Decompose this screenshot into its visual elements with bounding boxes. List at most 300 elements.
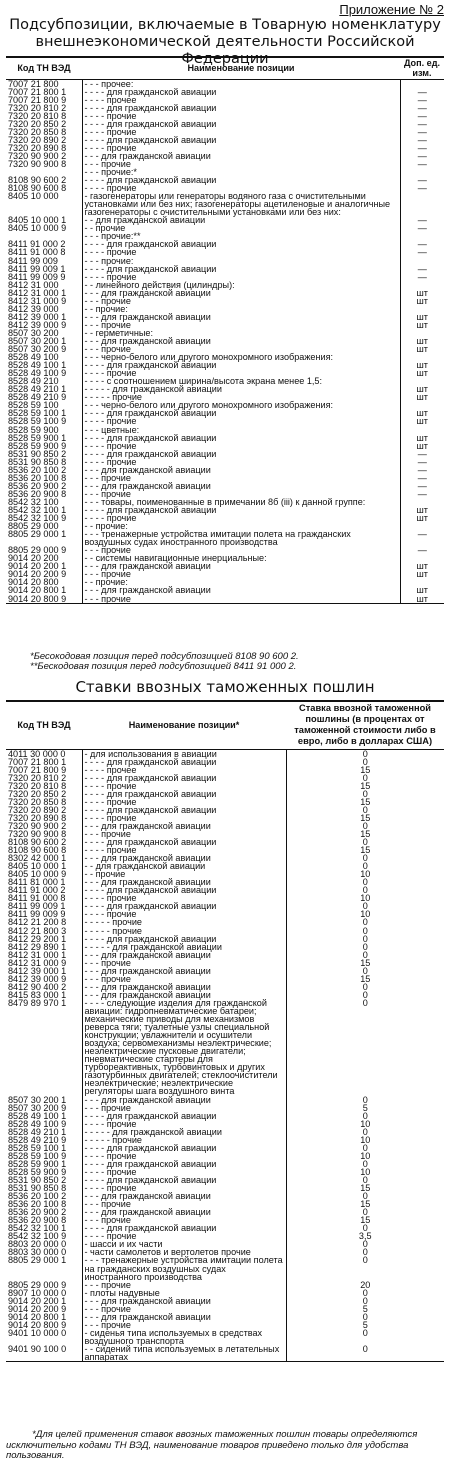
table-row bbox=[6, 1297, 444, 1305]
name-cell: - - - - для гражданской авиации bbox=[82, 1160, 286, 1168]
value-cell: — bbox=[417, 215, 427, 226]
value-cell: 10 bbox=[360, 1150, 371, 1161]
name-cell: - - - - прочие bbox=[82, 458, 400, 466]
code-cell: 7320 20 850 8 bbox=[8, 126, 67, 137]
value-cell: 0 bbox=[362, 748, 368, 759]
table-row bbox=[6, 1289, 444, 1297]
value-cell: — bbox=[417, 118, 427, 129]
table-row bbox=[6, 176, 444, 184]
value-cell: 10 bbox=[360, 909, 371, 920]
code-cell: 8805 29 000 1 bbox=[8, 529, 67, 540]
name-cell: - - - - - для гражданской авиации bbox=[82, 1128, 286, 1136]
table-row bbox=[6, 1200, 444, 1208]
name-cell: - - - - прочие bbox=[82, 910, 286, 918]
table-row bbox=[6, 506, 444, 514]
name-cell: - - - прочие bbox=[82, 570, 400, 578]
table-row bbox=[6, 224, 444, 232]
value-cell: — bbox=[417, 456, 427, 467]
name-cell: - - - - для гражданской авиации bbox=[82, 806, 286, 814]
value-cell: — bbox=[417, 94, 427, 105]
name-cell: - - - прочие bbox=[82, 160, 400, 168]
code-cell: 8531 90 850 8 bbox=[8, 1183, 67, 1194]
value-cell: шт bbox=[416, 287, 428, 298]
code-cell: 8542 32 100 bbox=[8, 496, 59, 507]
code-cell: 8412 29 890 1 bbox=[8, 941, 67, 952]
name-cell: - - - для гражданской авиации bbox=[82, 586, 400, 594]
code-cell: 8531 90 850 8 bbox=[8, 456, 67, 467]
name-cell: - - - - для гражданской авиации bbox=[82, 450, 400, 458]
code-cell: 8536 20 900 8 bbox=[8, 1215, 67, 1226]
name-cell: - - - - для гражданской авиации bbox=[82, 265, 400, 273]
code-cell: 8531 90 850 2 bbox=[8, 448, 67, 459]
code-cell: 9014 20 800 1 bbox=[8, 1311, 67, 1322]
value-cell: 0 bbox=[362, 861, 368, 872]
table-row bbox=[6, 806, 444, 814]
code-cell: 8536 20 100 8 bbox=[8, 472, 67, 483]
name-cell: - - - - для гражданской авиации bbox=[82, 886, 286, 894]
value-cell: 5 bbox=[362, 1319, 368, 1330]
value-cell: 20 bbox=[360, 1279, 371, 1290]
name-cell: - - - для гражданской авиации bbox=[82, 1192, 286, 1200]
table-row bbox=[6, 975, 444, 983]
value-cell: 0 bbox=[362, 1191, 368, 1202]
code-cell: 7320 90 900 8 bbox=[8, 828, 67, 839]
table-row bbox=[6, 216, 444, 224]
name-cell: - - - - прочие bbox=[82, 128, 400, 136]
value-cell: 0 bbox=[362, 1207, 368, 1218]
value-cell: — bbox=[417, 263, 427, 274]
name-cell: - - - для гражданской авиации bbox=[82, 289, 400, 297]
name-cell: - - - прочее: bbox=[82, 79, 400, 88]
value-cell: шт bbox=[416, 432, 428, 443]
table-row bbox=[6, 409, 444, 417]
table-row bbox=[6, 1256, 444, 1280]
name-cell: - - прочие bbox=[82, 224, 400, 232]
code-cell: 7007 21 800 9 bbox=[8, 94, 67, 105]
code-cell: 7320 20 890 8 bbox=[8, 142, 67, 153]
table-row bbox=[6, 878, 444, 886]
code-cell: 8507 30 200 bbox=[8, 327, 59, 338]
table-row bbox=[6, 562, 444, 570]
code-cell: 8507 30 200 1 bbox=[8, 336, 67, 346]
code-cell: 8528 49 210 9 bbox=[8, 1134, 67, 1145]
value-cell: 0 bbox=[362, 1142, 368, 1153]
table-row bbox=[6, 854, 444, 862]
value-cell: шт bbox=[416, 440, 428, 451]
appendix-label: Приложение № 2 bbox=[339, 2, 444, 17]
name-cell: - - прочие bbox=[82, 870, 286, 878]
name-cell: - - - - с соотношением ширина/высота экрана менее 1,5: bbox=[82, 377, 400, 385]
table-row bbox=[6, 401, 444, 409]
name-cell: - - - для гражданской авиации bbox=[82, 337, 400, 345]
value-cell: 15 bbox=[360, 973, 371, 984]
code-cell: 7320 20 850 2 bbox=[8, 788, 67, 799]
table-row bbox=[6, 474, 444, 482]
value-cell: шт bbox=[416, 513, 428, 524]
value-cell: 0 bbox=[362, 877, 368, 888]
name-cell: - - - - прочие bbox=[82, 782, 286, 790]
value-cell: 0 bbox=[362, 1287, 368, 1298]
name-cell: - - - для гражданской авиации bbox=[82, 152, 400, 160]
table-row bbox=[6, 337, 444, 345]
name-cell: - - - - для гражданской авиации bbox=[82, 361, 400, 369]
table-row bbox=[6, 927, 444, 935]
code-cell: 8805 29 000 bbox=[8, 521, 59, 532]
code-cell: 8528 59 100 bbox=[8, 400, 59, 411]
name-cell: - - сидений типа используемых в летательных аппаратах bbox=[82, 1345, 286, 1362]
value-cell: — bbox=[417, 464, 427, 475]
code-cell: 8302 42 000 1 bbox=[8, 853, 67, 864]
code-cell: 8412 39 000 1 bbox=[8, 965, 67, 976]
name-cell: - - - прочие bbox=[82, 297, 400, 305]
name-cell: - - - - прочие bbox=[82, 442, 400, 450]
table-row bbox=[6, 88, 444, 96]
table-row bbox=[6, 152, 444, 160]
value-cell: 0 bbox=[362, 981, 368, 992]
value-cell: — bbox=[417, 183, 427, 194]
table-row bbox=[6, 1281, 444, 1289]
table-row bbox=[6, 482, 444, 490]
column-header-code: Код ТН ВЭД bbox=[6, 701, 82, 749]
table-row bbox=[6, 1329, 444, 1345]
code-cell: 8528 59 100 1 bbox=[8, 1142, 67, 1153]
name-cell: - - - - прочее bbox=[82, 96, 400, 104]
value-cell: 0 bbox=[362, 1311, 368, 1322]
name-cell: - - - для гражданской авиации bbox=[82, 482, 400, 490]
code-cell: 7320 20 810 2 bbox=[8, 102, 67, 113]
column-header-code: Код ТН ВЭД bbox=[6, 57, 82, 79]
value-cell: 15 bbox=[360, 764, 371, 775]
value-cell: — bbox=[417, 134, 427, 145]
name-cell: - - - - для гражданской авиации bbox=[82, 1224, 286, 1232]
value-cell: 15 bbox=[360, 1199, 371, 1210]
value-cell: 10 bbox=[360, 1134, 371, 1145]
value-cell: шт bbox=[416, 504, 428, 515]
name-cell: - плоты надувные bbox=[82, 1289, 286, 1297]
table-row bbox=[6, 1168, 444, 1176]
value-cell: — bbox=[417, 239, 427, 250]
name-cell: - шасси и их части bbox=[82, 1240, 286, 1248]
value-cell: 0 bbox=[362, 1223, 368, 1234]
footnote-1: *Бесокодовая позиция перед подсубпозицией 8108 90 600 2. bbox=[30, 651, 299, 662]
code-cell: 8108 90 600 8 bbox=[8, 845, 67, 856]
code-cell: 7007 21 800 9 bbox=[8, 764, 67, 775]
code-cell: 8536 20 100 2 bbox=[8, 1191, 67, 1202]
code-cell: 8479 89 970 1 bbox=[8, 997, 67, 1008]
table-row bbox=[6, 458, 444, 466]
name-cell: - - прочие: bbox=[82, 305, 400, 313]
column-header-unit: Доп. ед. изм. bbox=[400, 57, 444, 79]
name-cell: - - - для гражданской авиации bbox=[82, 854, 286, 862]
value-cell: 0 bbox=[362, 1158, 368, 1169]
code-cell: 8412 21 800 3 bbox=[8, 925, 67, 936]
name-cell: - - - для гражданской авиации bbox=[82, 951, 286, 959]
code-cell: 8528 59 900 bbox=[8, 424, 59, 435]
code-cell: 8531 90 850 2 bbox=[8, 1174, 67, 1185]
code-cell: 8412 39 000 9 bbox=[8, 973, 67, 984]
name-cell: - - - для гражданской авиации bbox=[82, 822, 286, 830]
value-cell: — bbox=[417, 529, 427, 540]
name-cell: - - - - прочие bbox=[82, 273, 400, 281]
code-cell: 8412 31 000 9 bbox=[8, 295, 67, 306]
name-cell: - - - - - прочие bbox=[82, 918, 286, 926]
name-cell: - - - для гражданской авиации bbox=[82, 878, 286, 886]
table-row bbox=[6, 96, 444, 104]
value-cell: — bbox=[417, 448, 427, 459]
table-row bbox=[6, 120, 444, 128]
name-cell: - - - - - прочие bbox=[82, 927, 286, 935]
table-row bbox=[6, 321, 444, 329]
table-row bbox=[6, 104, 444, 112]
name-cell: - - - - - для гражданской авиации bbox=[82, 943, 286, 951]
name-cell: - - - - прочие bbox=[82, 1232, 286, 1240]
name-cell: - - - - для гражданской авиации bbox=[82, 434, 400, 442]
code-cell: 8411 99 009 9 bbox=[8, 909, 66, 920]
name-cell: - - - прочие bbox=[82, 474, 400, 482]
table-row bbox=[6, 1120, 444, 1128]
code-cell: 8412 39 000 1 bbox=[8, 311, 67, 322]
code-cell: 8405 10 000 1 bbox=[8, 861, 67, 872]
code-cell: 8415 83 000 1 bbox=[8, 989, 67, 1000]
value-cell: 0 bbox=[362, 1174, 368, 1185]
code-cell: 8412 31 000 9 bbox=[8, 957, 67, 968]
name-cell: - - - прочие bbox=[82, 1305, 286, 1313]
table-row bbox=[6, 128, 444, 136]
value-cell: 0 bbox=[362, 885, 368, 896]
name-cell: - - - - прочие bbox=[82, 1152, 286, 1160]
table-row bbox=[6, 305, 444, 313]
value-cell: 15 bbox=[360, 845, 371, 856]
name-cell: - - - - прочие bbox=[82, 248, 400, 256]
table-row bbox=[6, 586, 444, 594]
table-row bbox=[6, 1144, 444, 1152]
table-row bbox=[6, 1152, 444, 1160]
code-cell: 8536 20 900 2 bbox=[8, 480, 67, 491]
value-cell: 0 bbox=[362, 1094, 368, 1105]
name-cell: - - - прочие bbox=[82, 321, 400, 329]
code-cell: 8405 10 000 bbox=[8, 191, 59, 202]
table-row bbox=[6, 265, 444, 273]
code-cell: 8528 49 100 1 bbox=[8, 1110, 67, 1121]
table-row bbox=[6, 1224, 444, 1232]
code-cell: 8411 99 009 1 bbox=[8, 263, 66, 274]
value-cell: 5 bbox=[362, 1303, 368, 1314]
subheadings-table bbox=[6, 56, 444, 604]
code-cell: 8412 21 200 8 bbox=[8, 917, 67, 928]
table-row bbox=[6, 1305, 444, 1313]
value-cell: шт bbox=[416, 360, 428, 371]
name-cell: - - - прочие bbox=[82, 1200, 286, 1208]
value-cell: 0 bbox=[362, 1327, 368, 1338]
table-row bbox=[6, 910, 444, 918]
value-cell: шт bbox=[416, 416, 428, 427]
table-row bbox=[6, 313, 444, 321]
name-cell: - - - - прочие bbox=[82, 814, 286, 822]
footnote-2: **Бескодовая позиция перед подсубпозицией 8411 91 000 2. bbox=[30, 661, 297, 672]
value-cell: 0 bbox=[362, 853, 368, 864]
table-row bbox=[6, 838, 444, 846]
name-cell: - - - прочие:** bbox=[82, 232, 400, 240]
code-cell: 7007 21 800 1 bbox=[8, 86, 67, 97]
name-cell: - - - - прочие bbox=[82, 369, 400, 377]
table-row bbox=[6, 1136, 444, 1144]
code-cell: 9014 20 800 9 bbox=[8, 1319, 67, 1330]
code-cell: 8542 32 100 1 bbox=[8, 504, 67, 515]
value-cell: — bbox=[417, 142, 427, 153]
table-row bbox=[6, 943, 444, 951]
value-cell: 0 bbox=[362, 1295, 368, 1306]
table-row bbox=[6, 281, 444, 289]
code-cell: 8907 10 000 0 bbox=[8, 1287, 67, 1298]
code-cell: 8411 99 009 1 bbox=[8, 901, 66, 912]
name-cell: - - - прочие bbox=[82, 595, 400, 604]
name-cell: - - - - для гражданской авиации bbox=[82, 176, 400, 184]
table-row bbox=[6, 144, 444, 152]
value-cell: 0 bbox=[362, 933, 368, 944]
code-cell: 8528 59 100 9 bbox=[8, 416, 67, 427]
value-cell: шт bbox=[416, 319, 428, 330]
name-cell: - - - - для гражданской авиации bbox=[82, 409, 400, 417]
value-cell: 0 bbox=[362, 1239, 368, 1250]
value-cell bbox=[400, 192, 444, 216]
code-cell: 8528 49 100 9 bbox=[8, 1118, 67, 1129]
table-row bbox=[6, 918, 444, 926]
code-cell: 9014 20 200 1 bbox=[8, 561, 67, 572]
name-cell: - - - - прочие bbox=[82, 1168, 286, 1176]
code-cell: 8411 91 000 2 bbox=[8, 239, 66, 250]
name-cell: - - - прочие bbox=[82, 1216, 286, 1224]
name-cell: - - - прочие bbox=[82, 490, 400, 498]
value-cell: — bbox=[417, 247, 427, 258]
name-cell: - - для гражданской авиации bbox=[82, 216, 400, 224]
name-cell: - - - - прочие bbox=[82, 144, 400, 152]
table-row bbox=[6, 1096, 444, 1104]
table-row bbox=[6, 1112, 444, 1120]
section-title-duty-rates: Ставки ввозных таможенных пошлин bbox=[75, 678, 375, 696]
value-cell: — bbox=[417, 545, 427, 556]
table-row bbox=[6, 1184, 444, 1192]
value-cell: — bbox=[417, 158, 427, 169]
section-title-subsubheadings: Подсубпозиции, включаемые в Товарную номенклатуру внешнеэкономической деятельности Российской Федерации bbox=[9, 17, 441, 67]
table-row bbox=[6, 846, 444, 854]
name-cell: - - - прочие bbox=[82, 975, 286, 983]
value-cell: шт bbox=[400, 595, 444, 604]
code-cell: 9014 20 200 9 bbox=[8, 1303, 67, 1314]
name-cell: - - - для гражданской авиации bbox=[82, 562, 400, 570]
name-cell: - - прочие: bbox=[82, 522, 400, 530]
value-cell: 0 bbox=[362, 965, 368, 976]
code-cell: 8412 39 000 9 bbox=[8, 319, 67, 330]
value-cell: 0 bbox=[362, 772, 368, 783]
code-cell: 8528 59 900 1 bbox=[8, 432, 67, 443]
table-row bbox=[6, 1232, 444, 1240]
name-cell: - - - - для гражданской авиации bbox=[82, 104, 400, 112]
table-row bbox=[6, 257, 444, 265]
value-cell: — bbox=[417, 150, 427, 161]
table-row bbox=[6, 1104, 444, 1112]
code-cell: 8405 10 000 1 bbox=[8, 215, 67, 226]
column-header-rate: Ставка ввозной таможенной пошлины (в процентах от таможенной стоимости либо в евро, либо в долларах США) bbox=[286, 701, 444, 749]
code-cell: 8805 29 000 9 bbox=[8, 1279, 67, 1290]
footnote-duty-rates: *Для целей применения ставок ввозных таможенных пошлин товары определяются исключительно кодами ТН ВЭД, наименование товаров приведено только для удобства пользования. bbox=[6, 1429, 418, 1461]
name-cell: - - - - прочие bbox=[82, 112, 400, 120]
name-cell: - - - - следующие изделия для гражданской авиации: гидропневматические батареи; механические приводы для механизмов реверса тяги; туалетные узлы специальной конструкции; увлажнители и осушители воздуха; сервомеханизмы неэлектрические; неэлектрические пусковые двигатели; пневматические стартеры для турбореактивных, турбовинтовых и других газотурбинных двигателей; стеклоочистители неэлектрические; неэлектрические регуляторы шага воздушного винта bbox=[82, 999, 286, 1096]
name-cell: - - - прочие: bbox=[82, 257, 400, 265]
name-cell: - газогенераторы или генераторы водяного газа с очистительными установками или без них; газогенераторы ацетиленовые и аналогичные газогенераторы с очистительными установками или без них: bbox=[82, 192, 400, 216]
code-cell: 8528 49 100 bbox=[8, 352, 59, 363]
code-cell: 7320 20 850 2 bbox=[8, 118, 67, 129]
table-row bbox=[6, 758, 444, 766]
name-cell: - - - - - прочие bbox=[82, 1136, 286, 1144]
value-cell: — bbox=[417, 175, 427, 186]
value-cell: 0 bbox=[362, 1126, 368, 1137]
code-cell: 8411 99 009 bbox=[8, 255, 58, 266]
table-row bbox=[6, 595, 444, 604]
value-cell: 0 bbox=[362, 997, 368, 1008]
table-row bbox=[6, 959, 444, 967]
name-cell: - - - - прочие bbox=[82, 1120, 286, 1128]
value-cell: — bbox=[417, 102, 427, 113]
value-cell: 0 bbox=[362, 949, 368, 960]
name-cell: - - - - для гражданской авиации bbox=[82, 1112, 286, 1120]
code-cell: 8803 20 000 0 bbox=[8, 1239, 67, 1250]
table-row bbox=[6, 353, 444, 361]
name-cell: - - - - для гражданской авиации bbox=[82, 120, 400, 128]
name-cell: - - - - прочие bbox=[82, 798, 286, 806]
name-cell: - - - прочие bbox=[82, 546, 400, 554]
name-cell: - - - прочие bbox=[82, 830, 286, 838]
value-cell: 10 bbox=[360, 893, 371, 904]
value-cell: 0 bbox=[362, 837, 368, 848]
table-row bbox=[6, 329, 444, 337]
value-cell: 0 bbox=[362, 788, 368, 799]
code-cell: 9014 20 200 1 bbox=[8, 1295, 67, 1306]
name-cell: - - - для гражданской авиации bbox=[82, 1297, 286, 1305]
table-row bbox=[6, 902, 444, 910]
table-row bbox=[6, 870, 444, 878]
table-row bbox=[6, 1128, 444, 1136]
code-cell: 7320 20 890 2 bbox=[8, 134, 67, 145]
code-cell: 7320 90 900 2 bbox=[8, 150, 67, 161]
value-cell: 15 bbox=[360, 1215, 371, 1226]
name-cell: - - - - для гражданской авиации bbox=[82, 902, 286, 910]
code-cell: 8412 31 000 1 bbox=[8, 949, 67, 960]
name-cell: - для использования в авиации bbox=[82, 749, 286, 758]
table-row bbox=[6, 426, 444, 434]
table-row bbox=[6, 136, 444, 144]
name-cell: - - - прочие:* bbox=[82, 168, 400, 176]
code-cell: 8805 29 000 9 bbox=[8, 545, 67, 556]
code-cell: 9014 20 200 bbox=[8, 553, 59, 564]
value-cell: 5 bbox=[362, 1102, 368, 1113]
code-cell: 8536 20 100 8 bbox=[8, 1199, 67, 1210]
table-row bbox=[6, 830, 444, 838]
table-row bbox=[6, 935, 444, 943]
code-cell: 8528 49 210 bbox=[8, 376, 59, 387]
name-cell: - - - черно-белого или другого монохромного изображения: bbox=[82, 353, 400, 361]
name-cell: - - - - прочие bbox=[82, 514, 400, 522]
table-row bbox=[6, 814, 444, 822]
table-row bbox=[6, 774, 444, 782]
table-row bbox=[6, 248, 444, 256]
name-cell: - - - прочие bbox=[82, 959, 286, 967]
value-cell: шт bbox=[416, 384, 428, 395]
value-cell: 15 bbox=[360, 780, 371, 791]
table-row bbox=[6, 554, 444, 562]
value-cell: 0 bbox=[362, 1247, 368, 1258]
value-cell: — bbox=[417, 223, 427, 234]
table-row bbox=[6, 822, 444, 830]
